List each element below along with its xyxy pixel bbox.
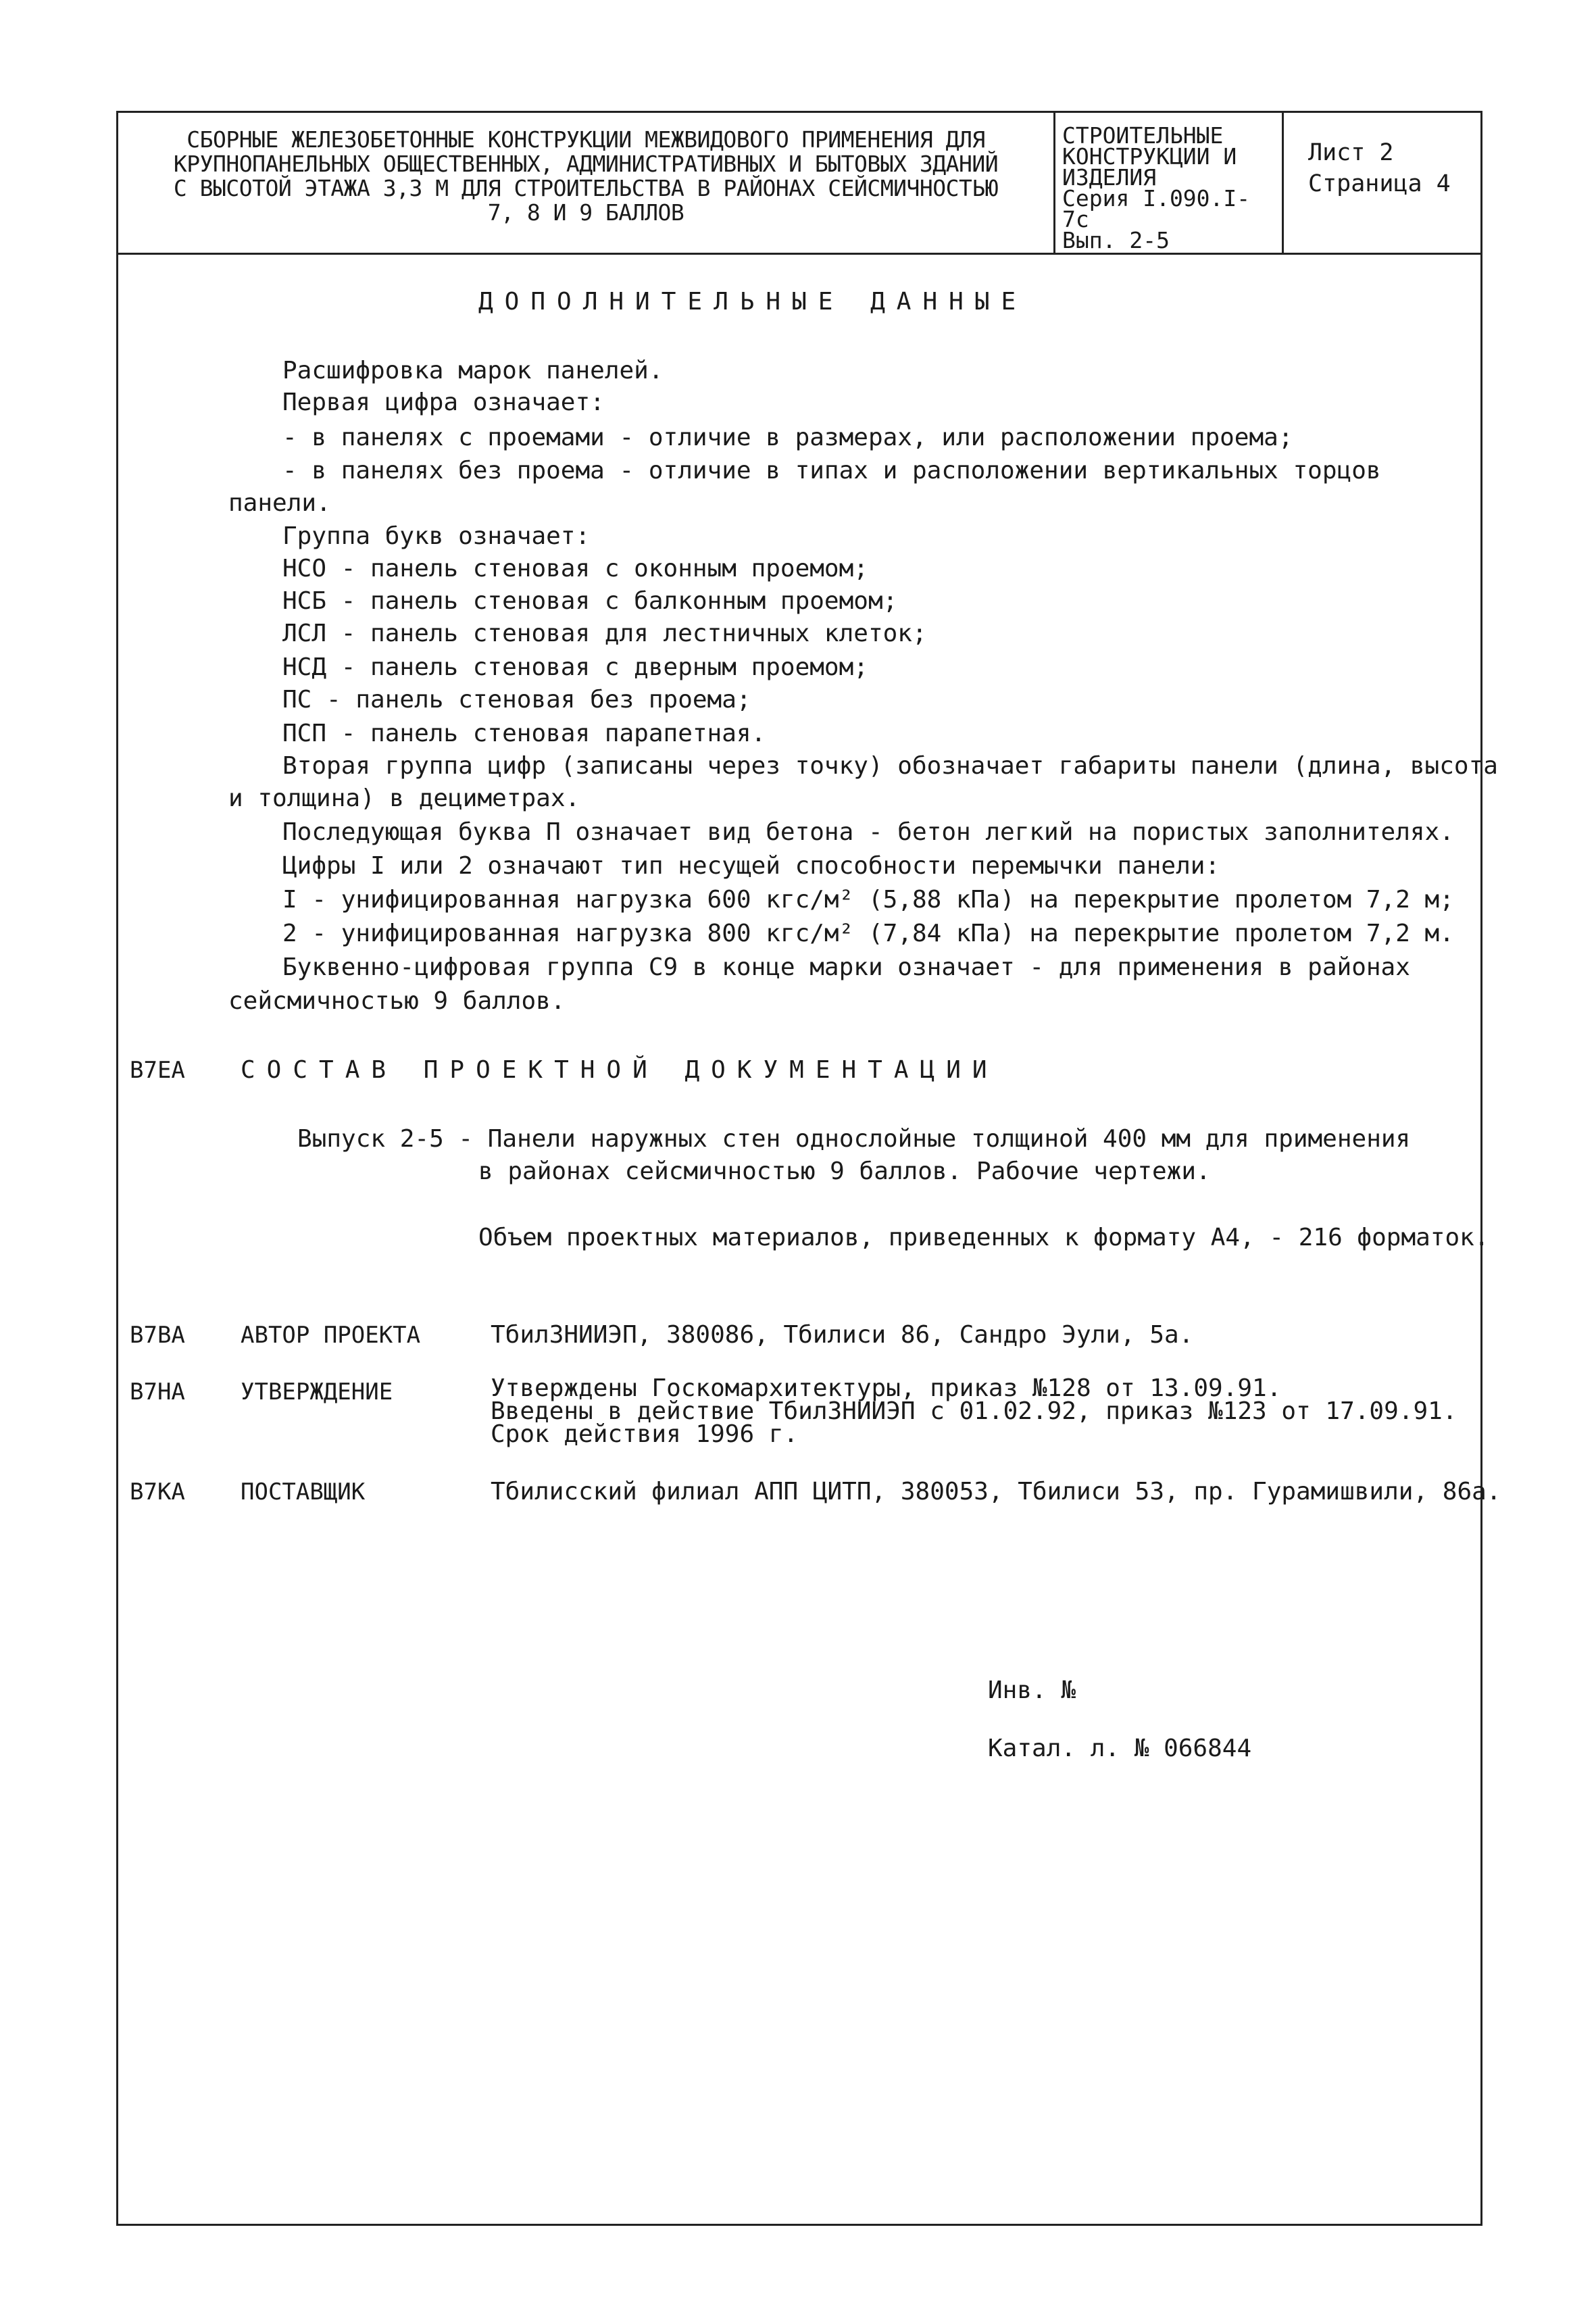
section-code: B7HA [130, 1378, 185, 1405]
sheet-block [1284, 113, 1485, 253]
text-line: Последующая буква П означает вид бетона - бетон легкий на пористых заполнителях. [282, 818, 1454, 846]
text-line: I - унифицированная нагрузка 600 кгс/м² (5,88 кПа) на перекрытие пролетом 7,2 м; [282, 886, 1454, 914]
text-line: Цифры I или 2 означают тип несущей способности перемычки панели: [282, 852, 1220, 880]
approval-line: Срок действия 1996 г. [491, 1420, 799, 1448]
issue-line: Выпуск 2-5 - Панели наружных стен однослойные толщиной 400 мм для применения [297, 1125, 1411, 1153]
series-line: Вып. 2-5 [1062, 227, 1170, 253]
supplier-value: Тбилисский филиал АПП ЦИТП, 380053, Тбилиси 53, пр. Гурамишвили, 86а. [491, 1478, 1501, 1505]
section-label: УТВЕРЖДЕНИЕ [241, 1378, 393, 1405]
series-line: КОНСТРУКЦИИ И [1062, 143, 1237, 170]
title-line: СБОРНЫЕ ЖЕЛЕЗОБЕТОННЫЕ КОНСТРУКЦИИ МЕЖВИДОВОГО ПРИМЕНЕНИЯ ДЛЯ [186, 126, 985, 153]
text-line: - в панелях без проема - отличие в типах и расположении вертикальных торцов [282, 457, 1381, 484]
text-line: панели. [228, 489, 331, 517]
author-value: ТбилЗНИИЭП, 380086, Тбилиси 86, Сандро Эули, 5а. [491, 1321, 1194, 1349]
text-line: ЛСЛ - панель стеновая для лестничных клеток; [282, 620, 927, 647]
text-line: сейсмичностью 9 баллов. [228, 987, 566, 1015]
text-line: Расшифровка марок панелей. [282, 357, 664, 384]
inventory-number: Инв. № [988, 1676, 1076, 1704]
series-line: СТРОИТЕЛЬНЫЕ [1062, 122, 1224, 149]
title-block [118, 113, 1480, 255]
additional-heading: ДОПОЛНИТЕЛЬНЫЕ ДАННЫЕ [478, 288, 1028, 316]
composition-heading: СОСТАВ ПРОЕКТНОЙ ДОКУМЕНТАЦИИ [241, 1056, 999, 1084]
sheet-number: Лист 2 [1308, 139, 1394, 166]
text-line: Первая цифра означает: [282, 389, 605, 416]
text-line: НСД - панель стеновая с дверным проемом; [282, 653, 868, 681]
text-line: НСБ - панель стеновая с балконным проемом; [282, 587, 898, 615]
page-number: Страница 4 [1308, 170, 1451, 197]
section-code: B7EA [130, 1057, 185, 1084]
section-code: B7BA [130, 1322, 185, 1349]
text-line: НСО - панель стеновая с оконным проемом; [282, 555, 868, 582]
text-line: - в панелях с проемами - отличие в размерах, или расположении проема; [282, 424, 1293, 451]
text-line: Буквенно-цифровая группа С9 в конце марки означает - для применения в районах [282, 953, 1410, 981]
text-line: 2 - унифицированная нагрузка 800 кгс/м² (7,84 кПа) на перекрытие пролетом 7,2 м. [282, 920, 1454, 947]
text-line: ПСП - панель стеновая парапетная. [282, 720, 766, 747]
title-line: 7, 8 И 9 БАЛЛОВ [487, 199, 684, 226]
title-line: КРУПНОПАНЕЛЬНЫХ ОБЩЕСТВЕННЫХ, АДМИНИСТРАТИВНЫХ И БЫТОВЫХ ЗДАНИЙ [173, 151, 999, 177]
series-line: Серия I.090.I-7с [1062, 185, 1251, 232]
approval-line: Утверждены Госкомархитектуры, приказ №128 от 13.09.91. [491, 1374, 1282, 1402]
section-code: B7KA [130, 1478, 185, 1505]
approval-line: Введены в действие ТбилЗНИИЭП с 01.02.92, приказ №123 от 17.09.91. [491, 1397, 1457, 1425]
document-title [118, 113, 1055, 253]
catalog-number: Катал. л. № 066844 [988, 1735, 1252, 1762]
volume-line: Объем проектных материалов, приведенных к формату А4, - 216 форматок. [478, 1224, 1489, 1251]
text-line: Вторая группа цифр (записаны через точку) обозначает габариты панели (длина, высота [282, 752, 1498, 780]
section-label: АВТОР ПРОЕКТА [241, 1322, 421, 1349]
text-line: и толщина) в дециметрах. [228, 785, 580, 812]
text-line: ПС - панель стеновая без проема; [282, 686, 751, 714]
section-label: ПОСТАВЩИК [241, 1478, 366, 1505]
text-line: Группа букв означает: [282, 522, 591, 550]
series-line: ИЗДЕЛИЯ [1062, 164, 1157, 191]
series-block [1055, 113, 1284, 253]
title-line: С ВЫСОТОЙ ЭТАЖА 3,3 М ДЛЯ СТРОИТЕЛЬСТВА В РАЙОНАХ СЕЙСМИЧНОСТЬЮ [173, 175, 999, 201]
issue-line: в районах сейсмичностью 9 баллов. Рабочие чертежи. [478, 1158, 1211, 1185]
